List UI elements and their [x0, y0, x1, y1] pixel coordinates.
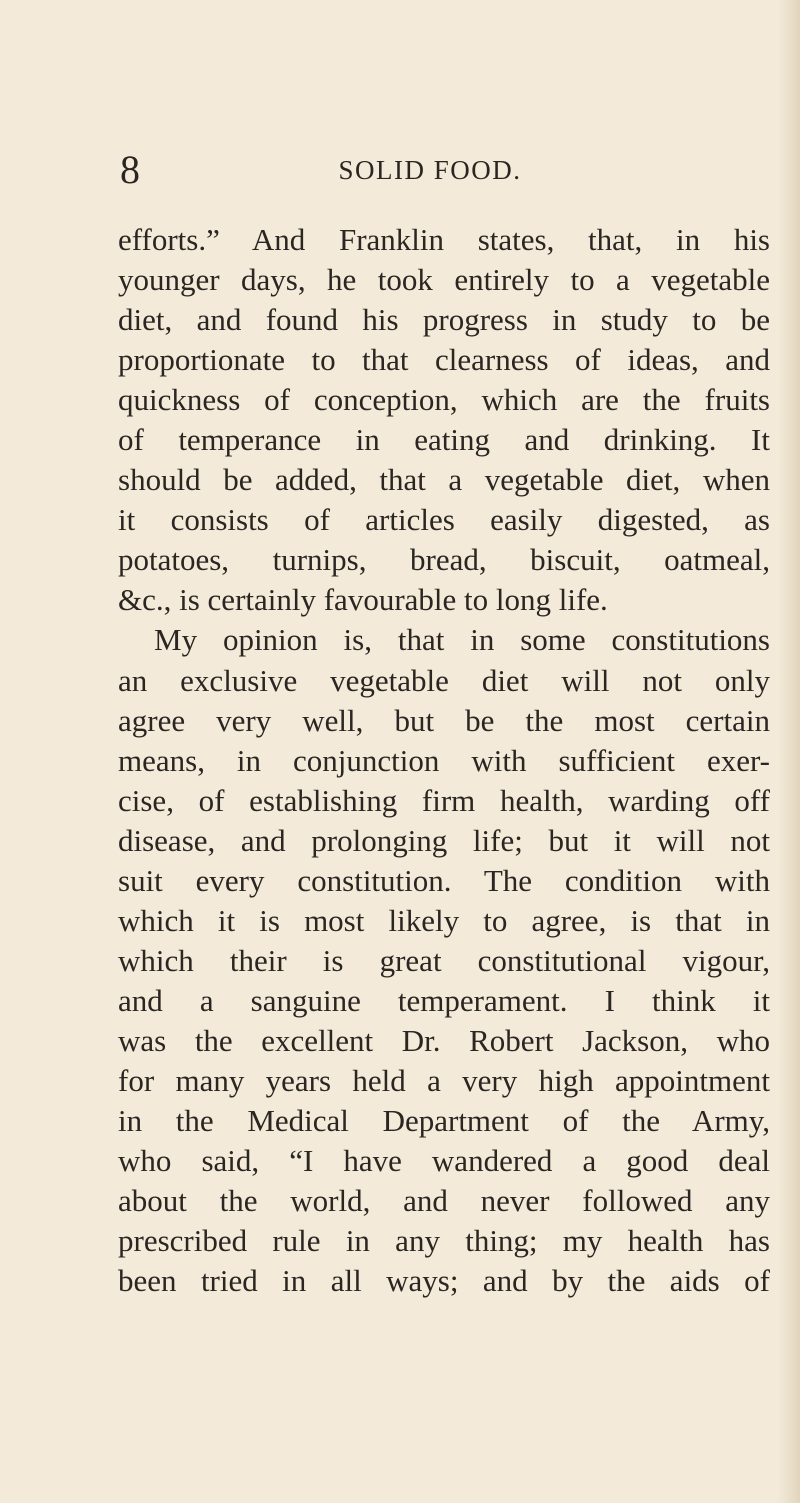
text-line: which it is most likely to agree, is that in — [118, 902, 770, 938]
text-line: and a sanguine temperament. I think it — [118, 982, 770, 1018]
text-line: an exclusive vegetable diet will not only — [118, 662, 770, 698]
text-line: potatoes, turnips, bread, biscuit, oatmeal, — [118, 542, 770, 578]
text-line: My opinion is, that in some constitutions — [154, 622, 770, 658]
text-line: about the world, and never followed any — [118, 1183, 770, 1219]
page-header — [120, 145, 740, 195]
text-line: means, in conjunction with sufficient exer- — [118, 742, 770, 778]
text-line: for many years held a very high appointment — [118, 1062, 770, 1098]
text-line: was the excellent Dr. Robert Jackson, who — [118, 1022, 770, 1058]
text-line: &c., is certainly favourable to long life. — [118, 582, 608, 618]
text-line: proportionate to that clearness of ideas, and — [118, 342, 770, 378]
page-number: 8 — [120, 147, 140, 192]
page-edge-shadow — [778, 0, 800, 1503]
text-line: which their is great constitutional vigour, — [118, 942, 770, 978]
text-line: efforts.” And Franklin states, that, in his — [118, 222, 770, 257]
text-line: agree very well, but be the most certain — [118, 702, 770, 738]
text-line: should be added, that a vegetable diet, when — [118, 462, 770, 498]
text-line: who said, “I have wandered a good deal — [118, 1143, 770, 1179]
text-line: of temperance in eating and drinking. It — [118, 422, 770, 458]
text-line: it consists of articles easily digested, as — [118, 502, 770, 538]
text-line: prescribed rule in any thing; my health has — [118, 1223, 770, 1259]
text-line: younger days, he took entirely to a vegetable — [118, 262, 770, 298]
text-line: cise, of establishing firm health, warding off — [118, 782, 770, 818]
text-line: in the Medical Department of the Army, — [118, 1103, 770, 1139]
text-line: been tried in all ways; and by the aids of — [118, 1263, 770, 1299]
body-text — [118, 220, 770, 1301]
running-title: SOLID FOOD. — [338, 155, 522, 185]
text-line: diet, and found his progress in study to be — [118, 302, 770, 338]
text-line: suit every constitution. The condition with — [118, 862, 770, 898]
text-line: disease, and prolonging life; but it will not — [118, 822, 770, 858]
text-line: quickness of conception, which are the fruits — [118, 382, 770, 418]
